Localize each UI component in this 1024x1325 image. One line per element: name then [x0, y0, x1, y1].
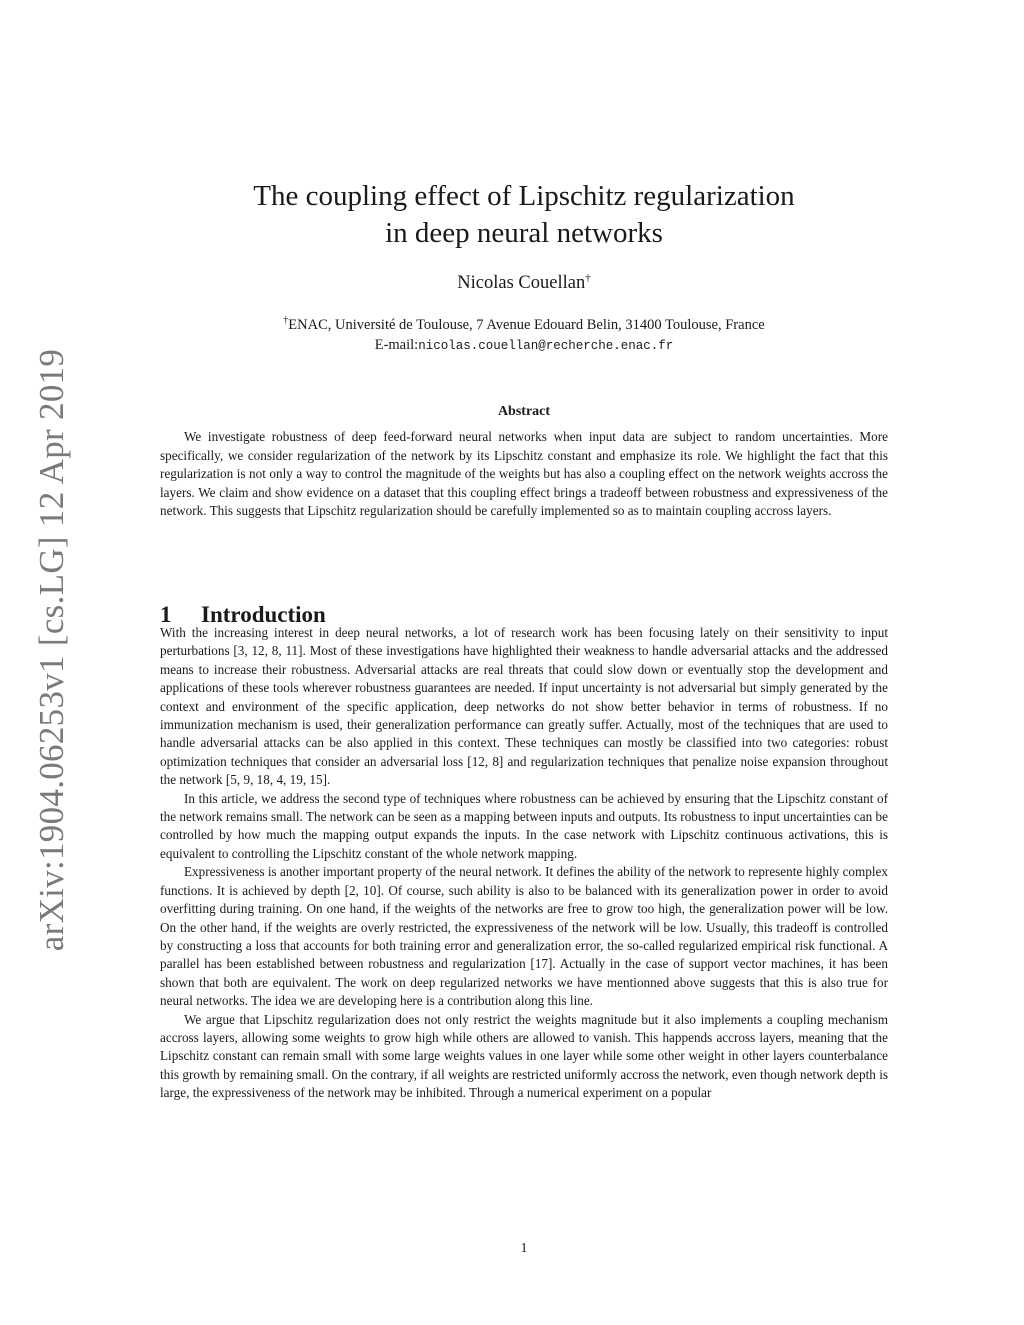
author-mark: †: [585, 272, 591, 284]
paper-title: [160, 178, 888, 252]
affiliation-line: [160, 311, 888, 335]
email-label: E-mail:: [374, 336, 419, 353]
section-body: [160, 624, 888, 1103]
affiliation-text: ENAC, Université de Toulouse, 7 Avenue Edouard Belin, 31400 Toulouse, France: [288, 316, 765, 333]
author-name: Nicolas Couellan: [457, 273, 586, 294]
author: [160, 272, 888, 294]
paragraph: With the increasing interest in deep neural networks, a lot of research work has been focusing lately on their sensitivity to input perturbations [3, 12, 8, 11]. Most of these investigations have highlighted their weakness to handle adversarial attacks and the addressed means to increase their robustness. Adversarial attacks are real threats that could slow down or eventually stop the development and applications of these tools wherever robustness guarantees are needed. If input uncertainty is not adversarial but simply generated by the context and environment of the specific application, deep networks do not show better behavior in terms of robustness. If no immunization mechanism is used, their generalization performance can greatly suffer. Actually, most of the techniques that are used to handle adversarial attacks can be also applied in this context. These techniques can mostly be classified into two categories: robust optimization techniques that consider an adversarial loss [12, 8] and regularization techniques that penalize noise expansion throughout the network [5, 9, 18, 4, 19, 15].: [160, 625, 888, 788]
email-line: [160, 335, 888, 356]
section-number: 1: [160, 602, 172, 628]
paragraph: We argue that Lipschitz regularization does not only restrict the weights magnitude but it also implements a coupling mechanism accross layers, allowing some weights to grow high while others are allowed to vanish. This happends accross layers, meaning that the Lipschitz constant can remain small with some large weights values in one layer while some other weight in other layers counterbalance this growth by remaining small. On the contrary, if all weights are restricted uniformly accross the network, even though network depth is large, the expressiveness of the network may be inhibited. Through a numerical experiment on a popular: [160, 1011, 888, 1101]
affiliation: [160, 311, 888, 356]
page-number: 1: [520, 1241, 528, 1256]
affiliation-mark: †: [283, 315, 289, 326]
paragraph: In this article, we address the second type of techniques where robustness can be achieved by ensuring that the Lipschitz constant of the network remains small. The network can be seen as a mapping between inputs and outputs. Its robustness to input uncertainties can be controlled by how much the mapping output expands the inputs. In the case network with Lipschitz continuous activations, this is equivalent to controlling the Lipschitz constant of the whole network mapping.: [160, 790, 888, 861]
email-address[interactable]: nicolas.couellan@recherche.enac.fr: [418, 338, 674, 353]
section-title: Introduction: [201, 602, 326, 628]
abstract-text: We investigate robustness of deep feed-forward neural networks when input data are subject to random uncertainties. More specifically, we consider regularization of the network by its Lipschitz constant and emphasize its role. We highlight the fact that this regularization is not only a way to control the magnitude of the weights but has also a coupling effect on the network weights accross the layers. We claim and show evidence on a dataset that this coupling effect brings a tradeoff between robustness and expressiveness of the network. This suggests that Lipschitz regularization should be carefully implemented so as to maintain coupling accross layers.: [160, 429, 888, 518]
paragraph: Expressiveness is another important property of the neural network. It defines the ability of the network to represente highly complex functions. It is achieved by depth [2, 10]. Of course, such ability is also to be balanced with its generalization power in order to avoid overfitting during training. On one hand, if the weights of the networks are free to grow too high, the generalization power will be low. On the other hand, if the weights are overly restricted, the expressiveness of the network will be low. Usually, this tradeoff is controlled by constructing a loss that accounts for both training error and generalization error, the so-called regularized empirical risk functional. A parallel has been established between robustness and regularization [17]. Actually in the case of support vector machines, it has been shown that both are equivalent. The work on deep regularized networks we have mentionned above suggests that this is also true for neural networks. The idea we are developing here is a contribution along this line.: [160, 864, 888, 1009]
arxiv-stamp: arXiv:1904.06253v1 [cs.LG] 12 Apr 2019: [32, 348, 71, 952]
abstract-heading: Abstract: [497, 404, 551, 419]
title-line-1: The coupling effect of Lipschitz regularization: [253, 180, 795, 212]
title-line-2: in deep neural networks: [385, 217, 663, 249]
